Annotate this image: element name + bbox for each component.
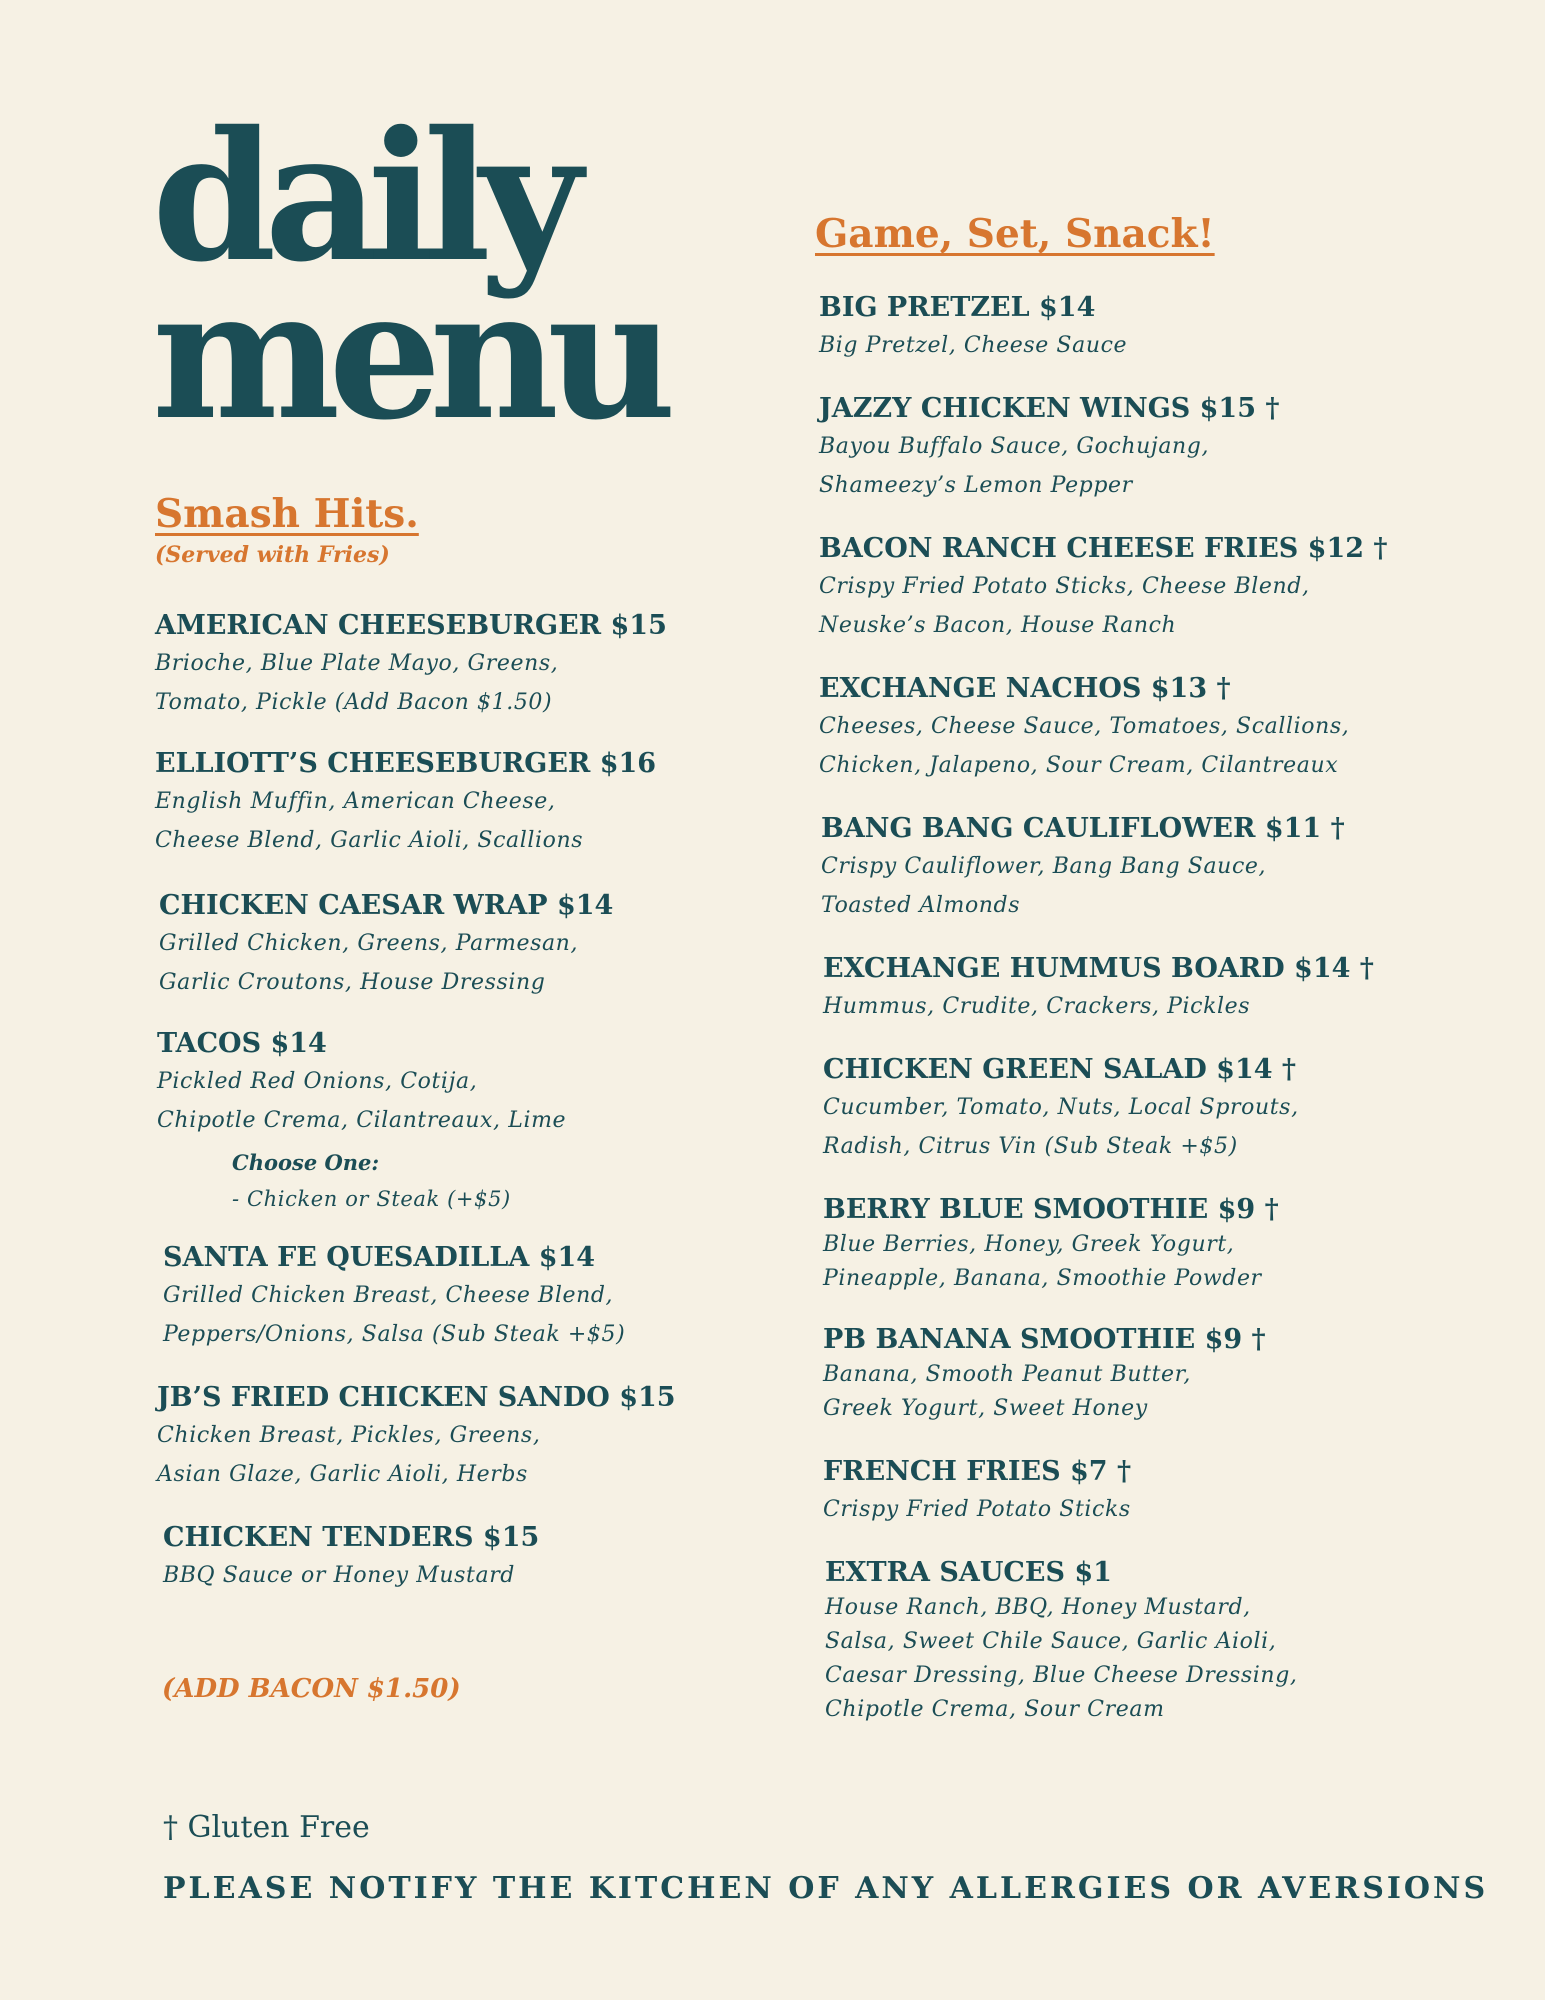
item-desc: Chipotle Crema, Cilantreaux, Lime	[157, 1108, 567, 1133]
menu-item-jazzy-chicken-wings	[819, 391, 1495, 505]
item-desc: Crispy Fried Potato Sticks, Cheese Blend,	[819, 574, 1310, 599]
item-desc: Salsa, Sweet Chile Sauce, Garlic Aioli,	[825, 1629, 1277, 1654]
item-name: EXCHANGE NACHOS $13 †	[819, 673, 1231, 704]
item-desc: Grilled Chicken Breast, Cheese Blend,	[163, 1283, 614, 1308]
item-desc: Banana, Smooth Peanut Butter,	[823, 1362, 1191, 1387]
item-name: SANTA FE QUESADILLA $14	[163, 1242, 596, 1273]
menu-item-bang-bang-cauliflower	[821, 811, 1495, 925]
menu-item-santa-fe-quesadilla	[163, 1240, 795, 1354]
item-name: CHICKEN TENDERS $15	[163, 1522, 540, 1553]
menu-item-exchange-nachos	[819, 671, 1495, 785]
menu-title	[152, 92, 665, 459]
menu-item-chicken-caesar-wrap	[159, 888, 795, 1002]
menu-item-jbs-fried-chicken-sando	[157, 1380, 795, 1494]
item-name: FRENCH FRIES $7 †	[823, 1456, 1132, 1487]
item-desc: Cheese Blend, Garlic Aioli, Scallions	[155, 828, 584, 853]
item-desc: Cheeses, Cheese Sauce, Tomatoes, Scallions,	[819, 714, 1350, 739]
menu-item-french-fries	[823, 1454, 1495, 1529]
choose-label: Choose One:	[232, 1150, 380, 1175]
item-desc: Chicken Breast, Pickles, Greens,	[157, 1423, 541, 1448]
item-desc: Pickled Red Onions, Cotija,	[157, 1069, 478, 1094]
title-line-menu: menu	[152, 250, 665, 459]
item-desc: Crispy Fried Potato Sticks	[823, 1497, 1131, 1522]
gluten-free-legend: † Gluten Free	[163, 1810, 370, 1845]
smash-hits-subtitle: (Served with Fries)	[155, 542, 390, 568]
item-desc: Radish, Citrus Vin (Sub Steak +$5)	[823, 1134, 1238, 1159]
item-desc: Cucumber, Tomato, Nuts, Local Sprouts,	[823, 1095, 1299, 1120]
game-set-snack-title: Game, Set, Snack!	[815, 211, 1215, 257]
menu-item-exchange-hummus-board	[823, 951, 1495, 1026]
menu-item-big-pretzel	[819, 290, 1495, 365]
menu-item-elliotts-cheeseburger	[155, 746, 795, 860]
item-desc: Asian Glaze, Garlic Aioli, Herbs	[157, 1462, 528, 1487]
item-desc: Big Pretzel, Cheese Sauce	[819, 333, 1128, 358]
item-desc: Chipotle Crema, Sour Cream	[825, 1697, 1165, 1722]
item-desc: Shameezy’s Lemon Pepper	[819, 473, 1133, 498]
menu-item-berry-blue-smoothie	[823, 1192, 1495, 1296]
item-desc: Pineapple, Banana, Smoothie Powder	[823, 1266, 1262, 1291]
item-name: BIG PRETZEL $14	[819, 292, 1096, 323]
item-desc: Bayou Buffalo Sauce, Gochujang,	[819, 434, 1210, 459]
item-name: PB BANANA SMOOTHIE $9 †	[823, 1324, 1266, 1355]
item-desc: House Ranch, BBQ, Honey Mustard,	[825, 1595, 1251, 1620]
item-name: EXCHANGE HUMMUS BOARD $14 †	[823, 953, 1374, 984]
item-name: TACOS $14	[157, 1028, 327, 1059]
menu-item-american-cheeseburger	[155, 608, 795, 722]
item-desc: Blue Berries, Honey, Greek Yogurt,	[823, 1232, 1235, 1257]
item-name: CHICKEN CAESAR WRAP $14	[159, 890, 614, 921]
item-desc: Caesar Dressing, Blue Cheese Dressing,	[825, 1663, 1298, 1688]
item-desc: Peppers/Onions, Salsa (Sub Steak +$5)	[163, 1322, 626, 1347]
item-name: JB’S FRIED CHICKEN SANDO $15	[157, 1382, 676, 1413]
item-desc: Chicken, Jalapeno, Sour Cream, Cilantreaux	[819, 753, 1339, 778]
item-name: JAZZY CHICKEN WINGS $15 †	[819, 393, 1280, 424]
item-name: EXTRA SAUCES $1	[825, 1557, 1112, 1588]
menu-item-tacos	[157, 1026, 795, 1218]
title-line-daily: daily	[152, 92, 571, 301]
item-name: BERRY BLUE SMOOTHIE $9 †	[823, 1194, 1279, 1225]
menu-item-chicken-tenders	[163, 1520, 795, 1595]
choose-option: - Chicken or Steak (+$5)	[232, 1187, 511, 1211]
menu-item-pb-banana-smoothie	[823, 1322, 1495, 1426]
item-desc: Tomato, Pickle (Add Bacon $1.50)	[155, 690, 553, 715]
menu-item-extra-sauces	[825, 1555, 1495, 1727]
item-name: ELLIOTT’S CHEESEBURGER $16	[155, 748, 657, 779]
item-desc: Crispy Cauliflower, Bang Bang Sauce,	[821, 854, 1267, 879]
item-name: AMERICAN CHEESEBURGER $15	[155, 610, 667, 641]
item-desc: English Muffin, American Cheese,	[155, 789, 556, 814]
item-desc: Hummus, Crudite, Crackers, Pickles	[823, 994, 1251, 1019]
add-bacon-note: (ADD BACON $1.50)	[162, 1674, 461, 1704]
item-name: BANG BANG CAULIFLOWER $11 †	[821, 813, 1345, 844]
tacos-choose-one	[232, 1146, 795, 1218]
allergy-notice: PLEASE NOTIFY THE KITCHEN OF ANY ALLERGIES OR AVERSIONS	[163, 1871, 1489, 1906]
item-desc: Neuske’s Bacon, House Ranch	[819, 613, 1177, 638]
menu-item-chicken-green-salad	[823, 1052, 1495, 1166]
item-desc: Toasted Almonds	[821, 893, 1021, 918]
item-desc: Garlic Croutons, House Dressing	[159, 970, 546, 995]
item-desc: Brioche, Blue Plate Mayo, Greens,	[155, 651, 559, 676]
smash-hits-section	[155, 490, 795, 1595]
item-name: CHICKEN GREEN SALAD $14 †	[823, 1054, 1297, 1085]
smash-hits-title: Smash Hits.	[155, 491, 419, 537]
item-desc: Greek Yogurt, Sweet Honey	[823, 1396, 1148, 1421]
item-desc: Grilled Chicken, Greens, Parmesan,	[159, 931, 579, 956]
item-name: BACON RANCH CHEESE FRIES $12 †	[819, 533, 1388, 564]
item-desc: BBQ Sauce or Honey Mustard	[163, 1563, 515, 1588]
game-set-snack-section	[815, 210, 1495, 1727]
menu-item-bacon-ranch-cheese-fries	[819, 531, 1495, 645]
